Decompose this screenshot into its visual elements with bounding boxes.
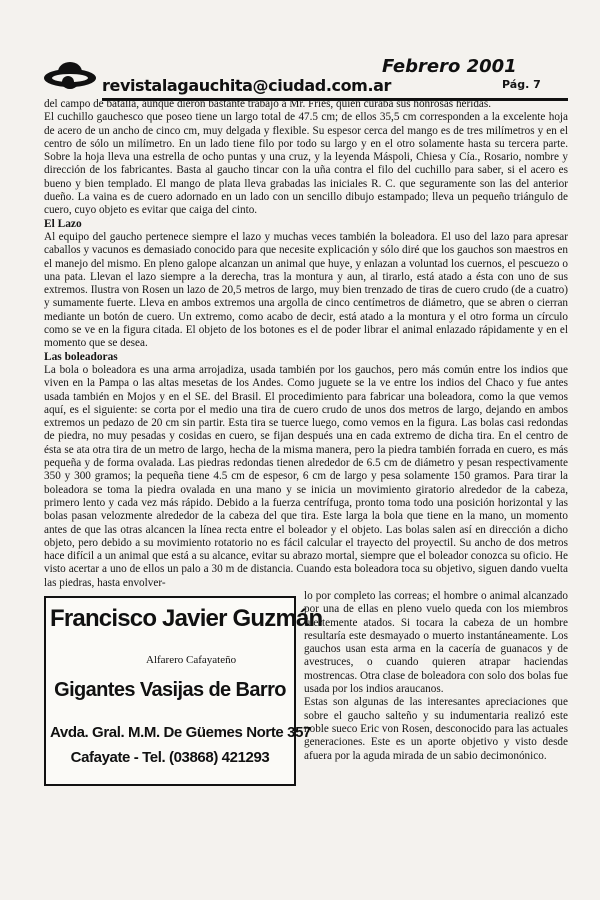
site-email: revistalagauchita@ciudad.com.ar bbox=[102, 76, 392, 95]
paragraph: La bola o boleadora es una arma arrojadiza, usada también por los gauchos, pero más común entre los indios que viven en la Pampa o las altas mesetas de los Andes. Como juguete se la ve entre los indios del Chaco y fue antes usada también en Mojos y en el SE. del Brasil. El procedimiento para fabricar una boleadora, como la que vemos aquí, es el siguiente: se corta por el medio una tira de cuero crudo de unos dos metros de largo, dejando en ambos extremos un pedazo de 20 cm sin partir. Esta tira se tuerce luego, como vemos en la figura. Las bolas casi redondas de piedra, no muy pesadas y cosidas en cuero, se fijan después una en cada extremo de dicha tira. En el centro de ésta se ata otra tira de un metro de largo, hecha de la misma manera, pero la piedra también forrada en cuero, es más pequeña y de forma ovalada. Las piedras redondas tienen alrededor de 6.5 cm de diámetro y pesan respectivamente 350 y 300 gramos; la pequeña tiene 4.5 cm de espesor, 6 cm de largo y pesa solamente 150 gramos. Para tirar la boleadora se toma la piedra ovalada en una mano y se inicia un movimiento giratorio alrededor de la cabeza, primero lento y cada vez más rápido. Debido a la fuerza centrífuga, pronto toma todo una posición horizontal y las bolas pasan velozmente alrededor de la cabeza del que tira. Este larga la bola que tiene en la mano, un momento antes de que las otras alcancen la línea recta entre el boleador y el objeto. Las bolas salen así en dirección a dicho objeto, pero debido a su movimiento rotatorio no es fácil calcular el trayecto del proyectil. Su ancho de dos metros hace difícil a un animal que está a su alcance, evitar su abrazo mortal, siempre que el boleador conozca su oficio. He visto acertar a uno de ellos un palo a 30 m de distancia. Cuando esta boleadora toca su objetivo, siguen dando vuelta las piedras, hasta envolver- bbox=[44, 363, 568, 589]
advertisement bbox=[44, 596, 323, 786]
page-number: Pág. 7 bbox=[502, 78, 541, 91]
ad-address: Avda. Gral. M.M. De Güemes Norte 357 bbox=[50, 723, 311, 741]
ad-name: Francisco Javier Guzmán bbox=[50, 604, 323, 632]
ad-subtitle: Alfarero Cafayateño bbox=[146, 653, 237, 666]
paragraph: Al equipo del gaucho pertenece siempre el lazo y muchas veces también la boleadora. El uso del lazo para apresar caballos y vacunos es demasiado conocido para que necesite explicación y sólo diré que los gauchos son maestros en el manejo del mismo. En pleno galope alcanzan un animal que huye, y enlazan a voluntad los cuernos, el pescuezo o una pata. Llevan el lazo siempre a la derecha, tras la montura y aun, al tirarlo, está atado a ésta con uno de sus extremos. Ilustra von Rosen un lazo de 20,5 metros de largo, muy bien trenzado de tiras de cuero crudo (de a cuatro) y sumamente fuerte. Lleva en ambos extremos una argolla de cinco centímetros de diámetro, que se abren o cierran mediante un botón de cuero. Un extremo, como acabo de decir, está atado a la montura y el otro forma un círculo como se ve en la figura citada. El objeto de los botones es el de poder librar el animal enlazado rápidamente y en el momento que se desea. bbox=[44, 230, 568, 350]
gaucho-logo-icon bbox=[42, 54, 98, 94]
article-body bbox=[44, 98, 568, 868]
ad-phone: Cafayate - Tel. (03868) 421293 bbox=[70, 748, 270, 766]
paragraph: Estas son algunas de las interesantes apreciaciones que sobre el gaucho salteño y su indumentaria realizó este noble sueco Eric von Rosen, desconocido para las actuales generaciones. Este es un aporte objetivo y visto desde afuera por la aguda mirada de un sabio decimonónico. bbox=[304, 696, 568, 762]
paragraph: del campo de batalla, aunque dieron bastante trabajo a Mr. Fries, quien curaba sus honrosas heridas. bbox=[44, 98, 492, 110]
paragraph: El cuchillo gauchesco que poseo tiene un largo total de 47.5 cm; de ellos 35,5 cm corresponden a la excelente hoja de acero de un ancho de cinco cm, muy delgada y flexible. Su espesor cerca del mango es de tres milímetros y en el centro de sólo un milímetro. En un lado tiene filo por todo su largo y en el otro solamente hasta su tercera parte. Sobre la hoja lleva una estrella de ocho puntas y una cruz, y la leyenda Máspoli, Chiesa y Cía., Rosario, nombre y dirección de los fabricantes. Basta al gaucho tincar con la uña contra el filo del cuchillo para saber, si el acero es bueno y bien templado. El mango de plata lleva grabadas las iniciales R. C. que seguramente son las del anterior dueño. La vaina es de cuero adornado en un lado con un sencillo dibujo estampado; lleva un pequeño triángulo de cuero, cuyo objeto es evitar que caiga del cinto. bbox=[44, 111, 568, 217]
issue-date: Febrero 2001 bbox=[382, 56, 517, 77]
paragraph: lo por completo las correas; el hombre o animal alcanzado por una de ellas en pleno vuelo queda con los miembros fuertemente atados. Si tocara la cabeza de un hombre resultaría este desmayado o muerto instantáneamente. Los gauchos usan esta arma en la cacería de guanacos y de avestruces, o cuando quieren atrapar haciendas mostrencas. Otra clase de boleadora con solo dos bolas fue usada por los indios araucanos. bbox=[304, 589, 568, 696]
section-heading-boleadoras: Las boleadoras bbox=[44, 350, 118, 363]
ad-slogan: Gigantes Vasijas de Barro bbox=[54, 678, 286, 701]
section-heading-lazo: El Lazo bbox=[44, 217, 82, 230]
